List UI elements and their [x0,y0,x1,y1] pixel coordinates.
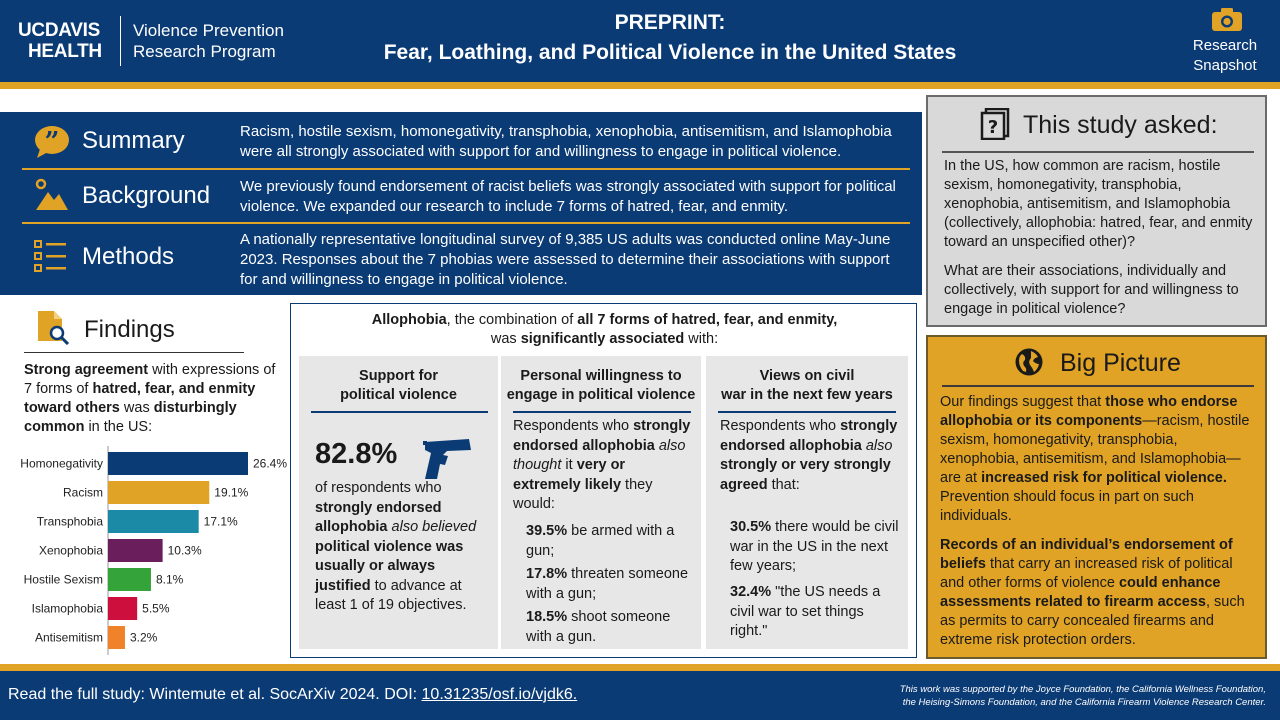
checklist-icon [34,240,68,272]
bar-islamophobia [108,597,137,620]
summary-band [0,112,922,295]
band-divider [22,168,910,170]
background-row [22,174,910,226]
support-column-heading: Support for political violence [340,368,457,403]
willingness-item-armed: 39.5% be armed with a gun; [526,523,675,559]
big-picture-title: Big Picture [1060,349,1181,377]
willingness-column-heading: Personal willingness to engage in political violence [506,368,696,403]
allophobia-panel [290,303,917,658]
summary-text: Racism, hostile sexism, homonegativity, transphobia, xenophobia, antisemitism, and Islamophobia were all strongly associated with support for and willingness to engage in political violence. [240,123,892,160]
summary-label: Summary [82,127,185,154]
big-picture-divider [942,385,1254,387]
summary-row [22,120,910,172]
willingness-column [501,356,701,649]
column-divider [311,411,488,413]
page-title: PREPRINT: Fear, Loathing, and Political Violence in the United States [383,11,957,64]
study-asked-title: This study asked: [1023,111,1218,139]
findings-divider [24,352,244,353]
background-label: Background [82,182,211,209]
bar-value-label: 19.1% [214,485,249,500]
bar-value-label: 5.5% [142,601,170,616]
bar-value-label: 26.4% [253,456,288,471]
header [0,0,1280,82]
doi-link[interactable]: 10.31235/osf.io/vjdk6. [421,686,578,703]
ucdavis-health-logo: UCDAVIS HEALTH [18,20,102,62]
program-name: Violence Prevention Research Program [133,21,284,61]
study-question-1: In the US, how common are racism, hostile sexism, homonegativity, transphobia, xenophobia, antisemitism, and Islamophobia (collectively, allophobia: hatred, fear, and enmity toward an unspecified other)? [944,158,1253,250]
globe-icon [1014,347,1044,377]
column-divider [513,411,691,413]
study-asked-divider [942,151,1254,153]
svg-text:”: ” [44,127,60,157]
willingness-text: Respondents who strongly endorsed allophobia also thought it very or extremely likely they would: [513,418,691,512]
question-document-icon [980,108,1010,140]
bar-category-label: Islamophobia [31,601,103,616]
civil-war-text: Respondents who strongly endorsed allophobia also strongly or very strongly agreed that: [720,418,898,493]
methods-text: A nationally representative longitudinal survey of 9,385 US adults was conducted online May-June 2023. Responses about the 7 phobias were assessed to determine their associations with support for and willingness to engage in political violence. [240,231,891,288]
bar-xenophobia [108,539,163,562]
civil-war-column-heading: Views on civil war in the next few years [721,368,893,403]
handgun-icon [421,436,473,482]
bar-transphobia [108,510,199,533]
footer [0,671,1280,720]
civil-war-column [706,356,908,649]
magnifier-document-icon [36,309,70,345]
civil-war-item-next-years: 30.5% there would be civil war in the US in the next few years; [730,519,899,574]
bar-homonegativity [108,452,248,475]
mountain-sun-icon [34,176,70,212]
citation: Read the full study: Wintemute et al. SocArXiv 2024. DOI: 10.31235/osf.io/vjdk6. [8,686,578,703]
footer-gold-rule [0,664,1280,671]
willingness-item-threaten: 17.8% threaten someone with a gun; [526,566,689,602]
svg-text:?: ? [987,117,999,138]
bar-category-label: Homonegativity [20,456,103,471]
bar-category-label: Hostile Sexism [23,572,103,587]
methods-row [22,228,910,292]
header-gold-rule [0,82,1280,89]
column-divider [718,411,896,413]
bar-hostile-sexism [108,568,151,591]
methods-label: Methods [82,243,175,270]
support-stat: 82.8% [315,438,398,470]
bar-racism [108,481,209,504]
civil-war-item-needs: 32.4% "the US needs a civil war to set things right." [730,584,881,639]
funding-note: This work was supported by the Joyce Foundation, the California Wellness Foundation, the Heising-Simons Foundation, and the California Firearm Violence Research Center. [899,684,1266,708]
bar-category-label: Racism [62,485,103,500]
study-asked-box [926,95,1267,327]
bar-value-label: 17.1% [203,514,238,529]
camera-icon [1211,8,1243,32]
big-picture-para-1: Our findings suggest that those who endorse allophobia or its components—racism, hostile sexism, homonegativity, transphobia, xenophobia, antisemitism, and Islamophobia—are at increased risk for political violence. Prevention should focus in part on such individuals. [940,394,1250,524]
big-picture-para-2: Records of an individual’s endorsement of beliefs that carry an increased risk of political and other forms of violence could enhance assessments related to firearm access, such as permits to carry concealed firearms and extreme risk protection orders. [940,537,1245,648]
bar-antisemitism [108,626,125,649]
allophobia-heading: Allophobia, the combination of all 7 forms of hatred, fear, and enmity, was significantly associated with: [371,312,838,347]
bar-value-label: 3.2% [129,630,158,645]
willingness-item-shoot: 18.5% shoot someone with a gun. [526,609,671,645]
bar-category-label: Transphobia [36,514,103,529]
study-question-2: What are their associations, individually and collectively, with support for and willingness to engage in political violence? [944,263,1239,317]
findings-title: Findings [84,316,175,343]
bar-category-label: Xenophobia [38,543,103,558]
support-column [299,356,498,649]
bar-value-label: 10.3% [167,543,202,558]
bar-category-label: Antisemitism [34,630,103,645]
band-divider [22,222,910,224]
big-picture-box [926,335,1267,659]
quote-bubble-icon [34,125,70,159]
background-text: We previously found endorsement of racist beliefs was strongly associated with support for political violence. We expanded our research to include 7 forms of hatred, fear, and enmity. [240,178,896,215]
findings-description: Strong agreement with expressions of 7 forms of hatred, fear, and enmity toward others was disturbingly common in the US: [24,362,276,435]
phobia-bar-chart [8,446,288,656]
research-snapshot-label: Research Snapshot [1192,37,1258,74]
logo-divider [120,16,121,66]
bar-value-label: 8.1% [155,572,184,587]
support-text: of respondents who strongly endorsed allophobia also believed political violence was usually or always justified to advance at least 1 of 19 objectives. [315,480,477,613]
